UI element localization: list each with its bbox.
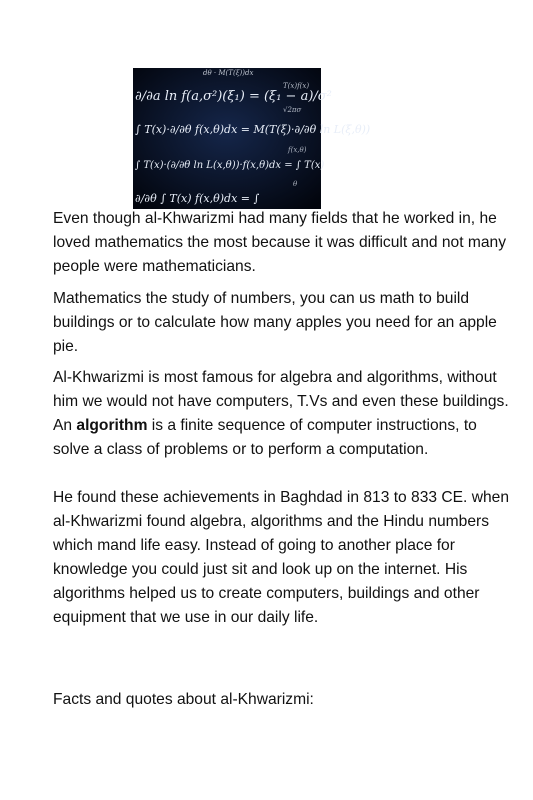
paragraph-algorithms-end: is a finite sequence of computer instructions, to solve a class of problems or to perform a computation. <box>53 417 477 458</box>
formula-line-4: ∂/∂θ ∫ T(x) f(x,θ)dx = ∫ <box>135 192 260 205</box>
paragraph-fields: Even though al-Khwarizmi had many fields that he worked in, he loved mathematics the most because it was difficult and not many people were mathematicians. <box>53 210 507 275</box>
svg-text:θ: θ <box>293 180 298 188</box>
formula-line-3: ∫ T(x)·(∂/∂θ ln L(x,θ))·f(x,θ)dx = ∫ T(x) <box>135 160 325 171</box>
facts-heading: Facts and quotes about al-Khwarizmi: <box>53 691 314 708</box>
svg-text:f(x,θ): f(x,θ) <box>288 146 307 154</box>
algorithm-term: algorithm <box>76 417 148 434</box>
formula-line-1: ∂/∂a ln f(a,σ²)(ξ₁) = (ξ₁ − a)/σ² <box>135 89 332 104</box>
formula-chalkboard <box>133 68 371 209</box>
svg-text:√2πσ: √2πσ <box>283 106 302 114</box>
paragraph-mathematics: Mathematics the study of numbers, you can us math to build buildings or to calculate how many apples you need for an apple pie. <box>53 290 497 355</box>
svg-text:T(x)f(x): T(x)f(x) <box>283 82 310 90</box>
paragraph-algorithms-start: Al-Khwarizmi is most famous for algebra and algorithms, without him we would not have computers, T.Vs and even these buildings. An <box>53 369 509 434</box>
paragraph-achievements: He found these achievements in Baghdad in 813 to 833 CE. when al-Khwarizmi found algebra, algorithms and the Hindu numbers which mand life easy. Instead of going to another place for knowledge you could just sit and look up on the internet. His algorithms helped us to create computers, buildings and other equipment that we use in our daily life. <box>53 489 509 626</box>
math-formulas-image <box>133 68 371 209</box>
paragraph-algorithms <box>53 366 511 462</box>
svg-text:dθ · M(T(ξ))dx: dθ · M(T(ξ))dx <box>203 69 254 77</box>
formula-line-2: ∫ T(x)·∂/∂θ f(x,θ)dx = M(T(ξ)·∂/∂θ ln L(ξ,θ)) <box>135 123 371 136</box>
